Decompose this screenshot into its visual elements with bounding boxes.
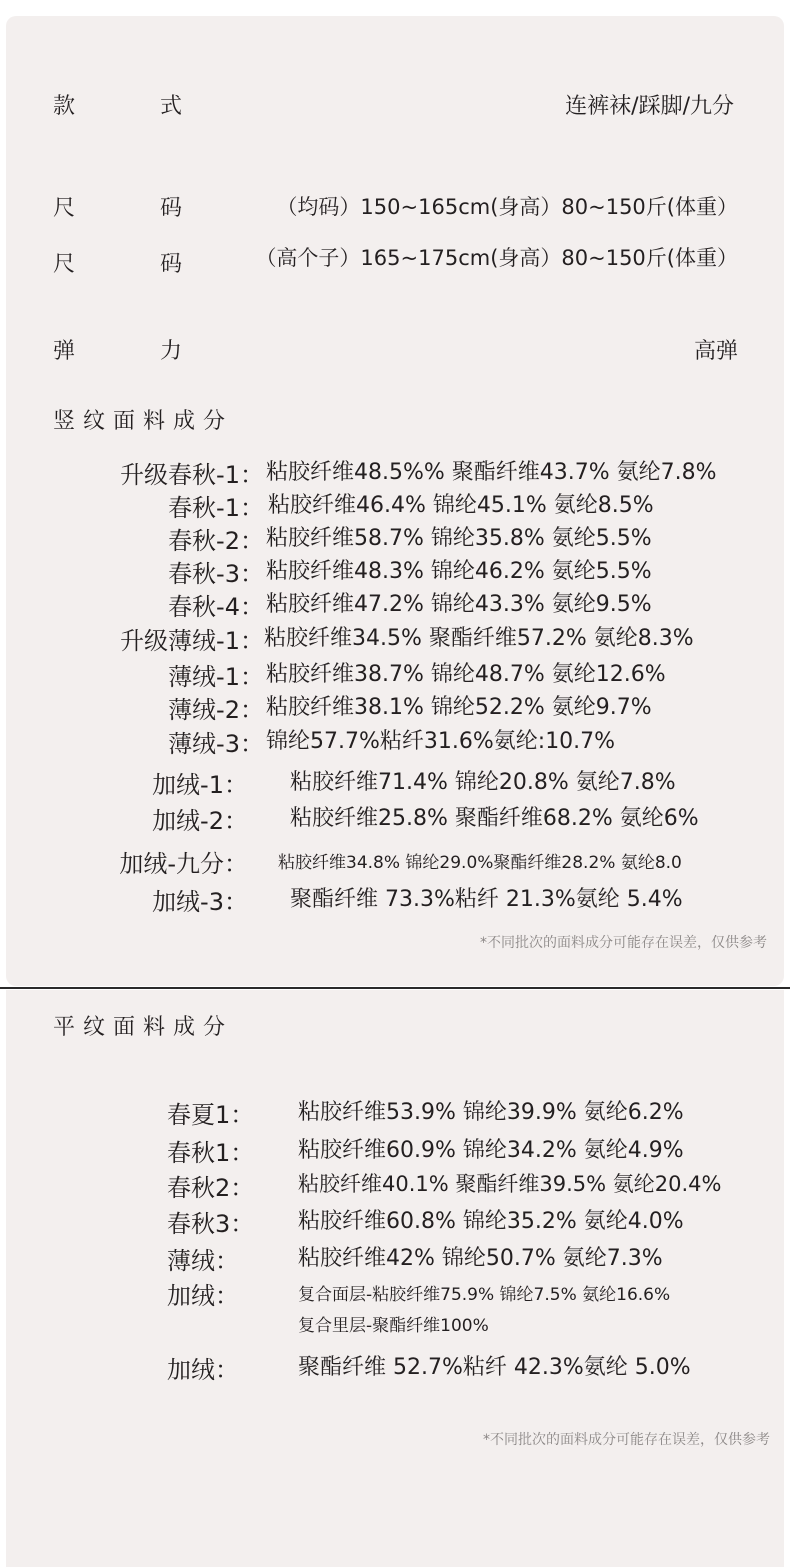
composition-value: 聚酯纤维 73.3%粘纤 21.3%氨纶 5.4% <box>290 887 683 912</box>
composition-value: 粘胶纤维25.8% 聚酯纤维68.2% 氨纶6% <box>290 806 699 831</box>
composition-key: 春秋-4： <box>168 593 264 621</box>
size-value-regular: （均码）150~165cm(身高）80~150斤(体重） <box>276 195 738 219</box>
list-item <box>0 1241 790 1275</box>
composition-key: 加绒-3： <box>152 888 248 916</box>
composition-value: 粘胶纤维48.3% 锦纶46.2% 氨纶5.5% <box>266 559 652 584</box>
composition-value: 粘胶纤维38.7% 锦纶48.7% 氨纶12.6% <box>266 662 666 687</box>
list-item <box>0 724 790 758</box>
composition-key: 薄绒-1： <box>168 663 264 691</box>
composition-value: 聚酯纤维 52.7%粘纤 42.3%氨纶 5.0% <box>298 1355 691 1380</box>
list-item <box>0 765 790 799</box>
composition-value: 粘胶纤维71.4% 锦纶20.8% 氨纶7.8% <box>290 770 676 795</box>
composition-key: 升级春秋-1： <box>120 461 264 489</box>
list-item <box>0 587 790 621</box>
size2-label-2: 码 <box>160 252 183 277</box>
list-item <box>0 455 790 489</box>
list-item <box>0 657 790 691</box>
composition-value-2: 复合里层-聚酯纤维100% <box>298 1316 489 1336</box>
style-label-2: 式 <box>160 94 183 119</box>
size2-label-1: 尺 <box>53 252 76 277</box>
composition-value: 粘胶纤维34.5% 聚酯纤维57.2% 氨纶8.3% <box>264 626 694 651</box>
list-item <box>0 1133 790 1167</box>
size-value-tall: （高个子）165~175cm(身高）80~150斤(体重） <box>255 246 738 270</box>
style-label-1: 款 <box>53 94 76 119</box>
composition-key: 加绒： <box>167 1282 239 1310</box>
list-item <box>0 844 790 878</box>
composition-value: 粘胶纤维42% 锦纶50.7% 氨纶7.3% <box>298 1246 663 1271</box>
composition-value: 粘胶纤维34.8% 锦纶29.0%聚酯纤维28.2% 氨纶8.0 <box>278 853 682 873</box>
composition-value: 粘胶纤维60.8% 锦纶35.2% 氨纶4.0% <box>298 1209 684 1234</box>
list-item <box>0 801 790 835</box>
composition-value: 粘胶纤维60.9% 锦纶34.2% 氨纶4.9% <box>298 1138 684 1163</box>
section-divider <box>0 987 790 989</box>
composition-key: 加绒： <box>167 1356 239 1384</box>
vertical-section-title: 竖纹面料成分 <box>53 409 234 434</box>
list-item <box>0 1168 790 1202</box>
plain-section-title: 平纹面料成分 <box>53 1015 234 1040</box>
style-value: 连裤袜/踩脚/九分 <box>565 94 734 119</box>
list-item <box>0 554 790 588</box>
list-item <box>0 1350 790 1384</box>
composition-value: 粘胶纤维53.9% 锦纶39.9% 氨纶6.2% <box>298 1100 684 1125</box>
composition-key: 加绒-1： <box>152 771 248 799</box>
composition-key: 春秋-2： <box>168 527 264 555</box>
composition-key: 春夏1： <box>167 1101 255 1129</box>
composition-key: 升级薄绒-1： <box>120 627 264 655</box>
composition-key: 加绒-2： <box>152 807 248 835</box>
vertical-note: *不同批次的面料成分可能存在误差，仅供参考 <box>480 935 767 951</box>
elastic-label-2: 力 <box>160 339 183 364</box>
composition-key: 春秋1： <box>167 1139 255 1167</box>
composition-value: 粘胶纤维47.2% 锦纶43.3% 氨纶9.5% <box>266 592 652 617</box>
composition-key: 薄绒-2： <box>168 696 264 724</box>
size-label-1: 尺 <box>53 196 76 221</box>
plain-note: *不同批次的面料成分可能存在误差，仅供参考 <box>483 1432 770 1448</box>
list-item <box>0 521 790 555</box>
composition-key: 春秋-1： <box>168 494 264 522</box>
list-item <box>0 1095 790 1129</box>
composition-value: 粘胶纤维48.5%% 聚酯纤维43.7% 氨纶7.8% <box>266 460 717 485</box>
list-item <box>0 1204 790 1238</box>
list-item <box>0 621 790 655</box>
composition-key: 薄绒-3： <box>168 730 264 758</box>
composition-key: 春秋2： <box>167 1174 255 1202</box>
composition-value: 粘胶纤维58.7% 锦纶35.8% 氨纶5.5% <box>266 526 652 551</box>
list-item <box>0 488 790 522</box>
composition-value: 粘胶纤维40.1% 聚酯纤维39.5% 氨纶20.4% <box>298 1172 722 1196</box>
elastic-value: 高弹 <box>693 339 738 364</box>
elastic-label-1: 弹 <box>53 339 76 364</box>
composition-key: 加绒-九分： <box>119 850 248 878</box>
composition-value: 复合面层-粘胶纤维75.9% 锦纶7.5% 氨纶16.6% <box>298 1285 671 1305</box>
composition-key: 春秋3： <box>167 1210 255 1238</box>
list-item <box>0 1276 790 1336</box>
size-label-2: 码 <box>160 196 183 221</box>
list-item <box>0 882 790 916</box>
composition-value: 粘胶纤维46.4% 锦纶45.1% 氨纶8.5% <box>268 493 654 518</box>
composition-value: 锦纶57.7%粘纤31.6%氨纶:10.7% <box>266 729 616 754</box>
composition-key: 春秋-3： <box>168 560 264 588</box>
list-item <box>0 690 790 724</box>
composition-value: 粘胶纤维38.1% 锦纶52.2% 氨纶9.7% <box>266 695 652 720</box>
composition-key: 薄绒： <box>167 1247 239 1275</box>
